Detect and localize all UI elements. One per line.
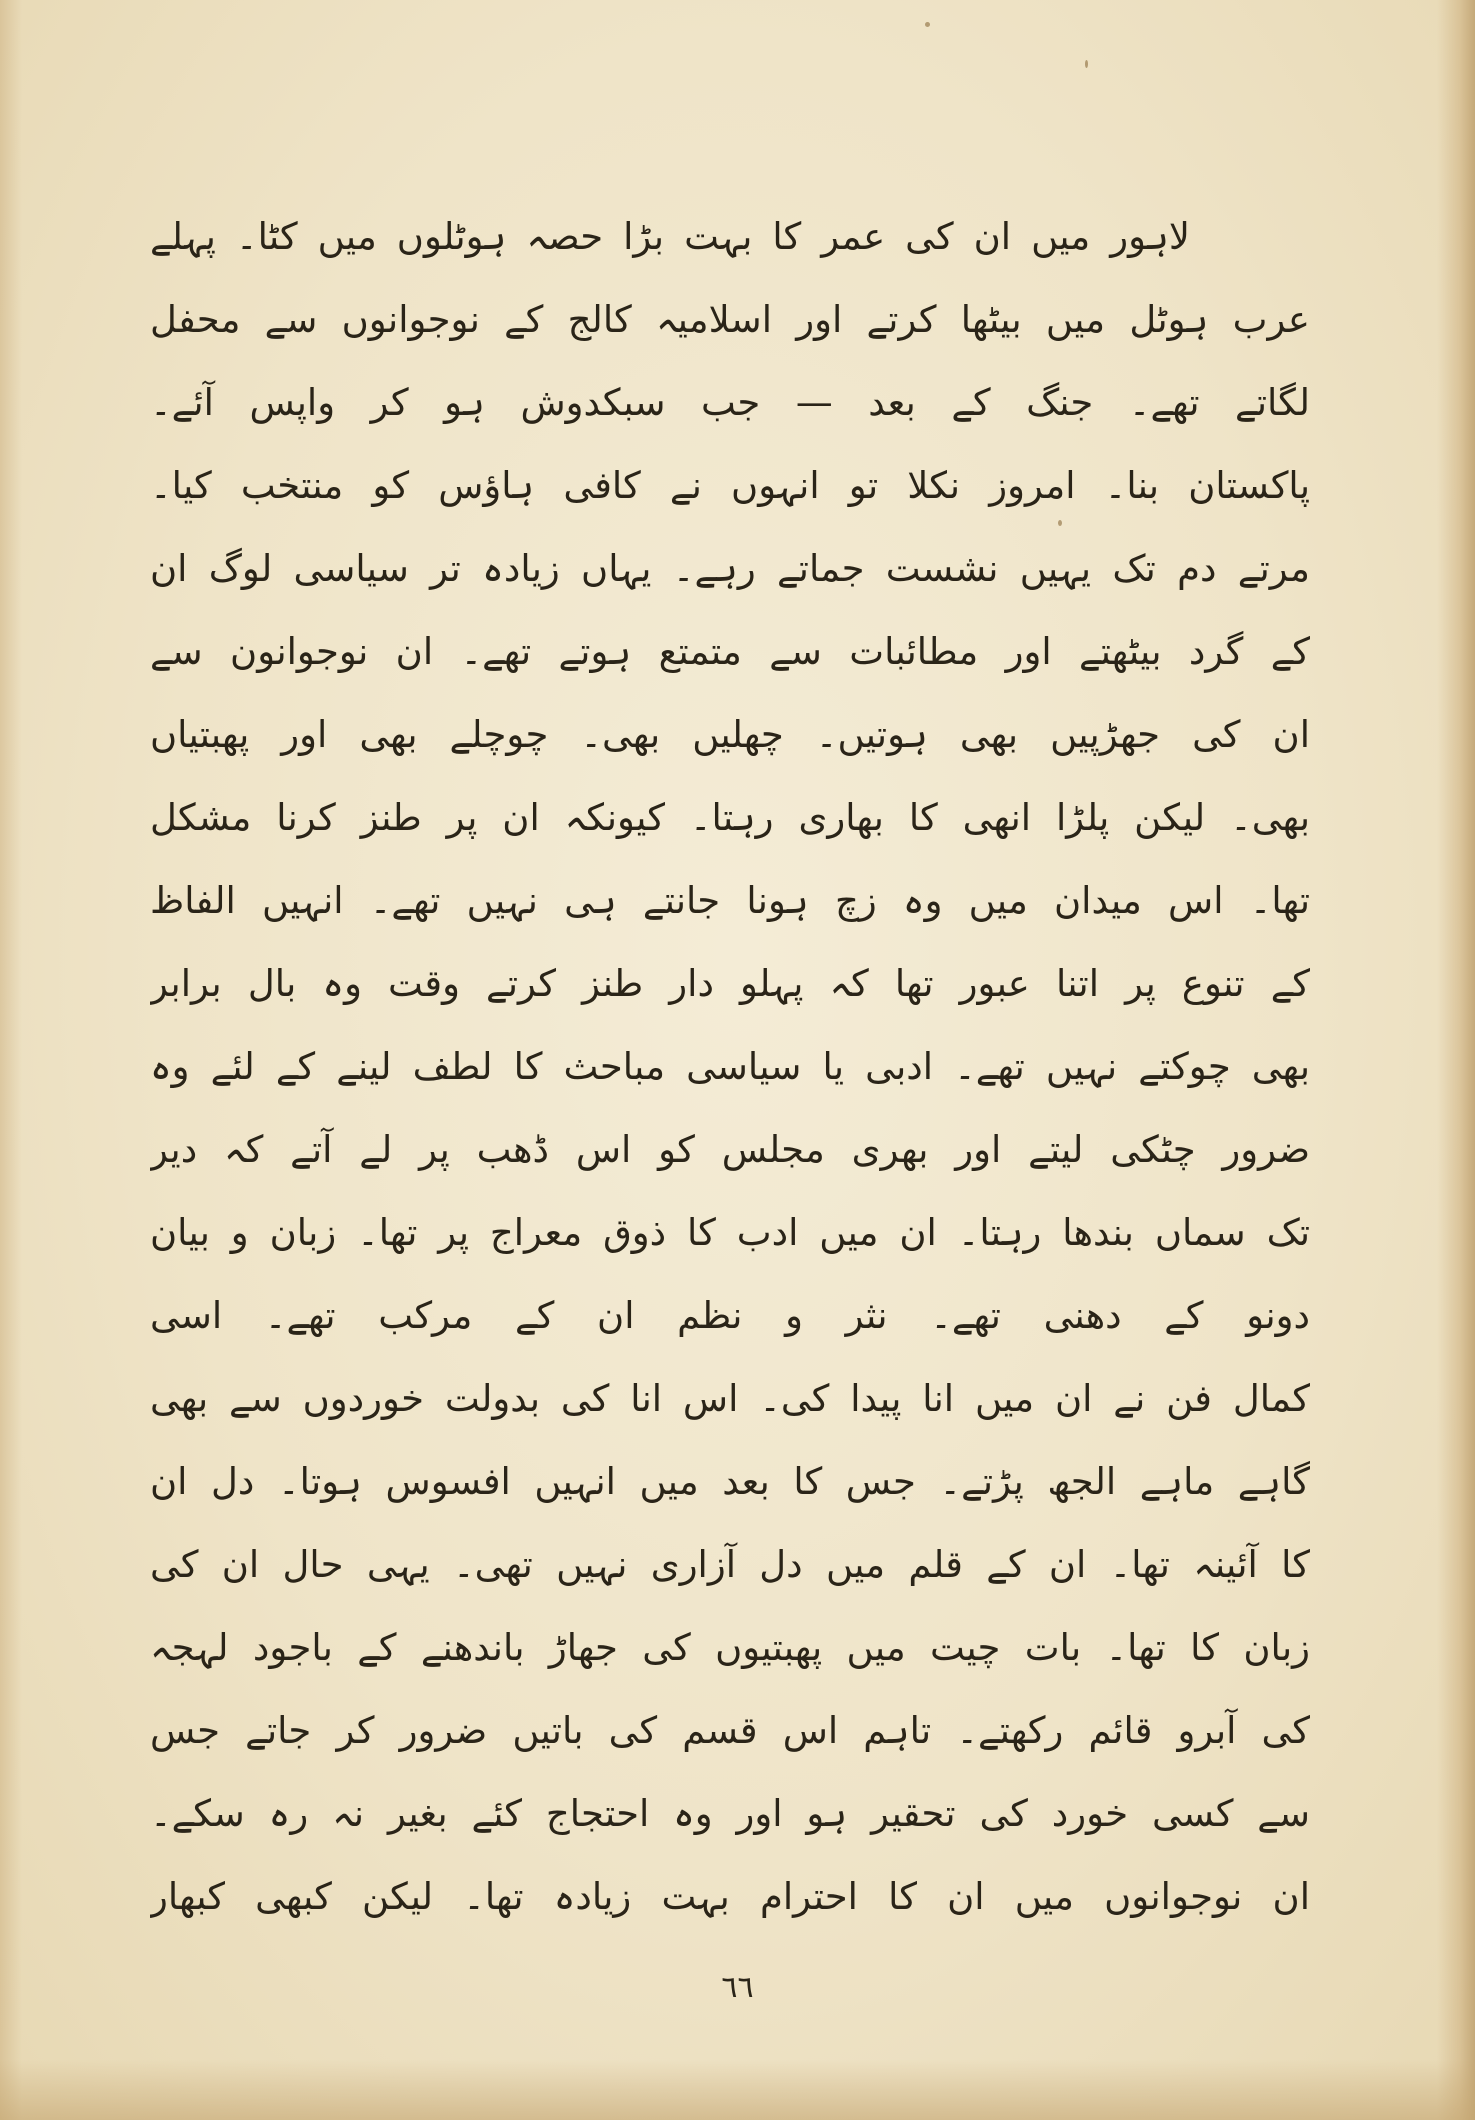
text-line: کے گرد بیٹھتے اور مطائبات سے متمتع ہوتے تھے۔ ان نوجوانون سے bbox=[150, 630, 1310, 673]
ink-speck bbox=[1085, 60, 1088, 68]
text-line: کی آبرو قائم رکھتے۔ تاہم اس قسم کی باتیں ضرور کر جاتے جس bbox=[150, 1709, 1310, 1752]
body-text bbox=[150, 195, 1310, 1938]
text-line: ان نوجوانوں میں ان کا احترام بہت زیادہ تھا۔ لیکن کبھی کبھار bbox=[150, 1875, 1310, 1918]
text-line: لاہور میں ان کی عمر کا بہت بڑا حصہ ہوٹلوں میں کٹا۔ پہلے bbox=[150, 215, 1190, 258]
page-edge-bottom-shading bbox=[0, 2060, 1475, 2120]
page-number: ٦٦ bbox=[721, 1970, 754, 2005]
text-line: تک سماں بندھا رہتا۔ ان میں ادب کا ذوق معراج پر تھا۔ زبان و بیان bbox=[150, 1211, 1310, 1254]
text-line: سے کسی خورد کی تحقیر ہو اور وہ احتجاج کئے بغیر نہ رہ سکے۔ bbox=[150, 1792, 1310, 1835]
text-line: کا آئینہ تھا۔ ان کے قلم میں دل آزاری نہیں تھی۔ یہی حال ان کی bbox=[150, 1543, 1310, 1586]
text-line: مرتے دم تک یہیں نشست جماتے رہے۔ یہاں زیادہ تر سیاسی لوگ ان bbox=[150, 547, 1310, 590]
text-line: لگاتے تھے۔ جنگ کے بعد — جب سبکدوش ہو کر واپس آئے۔ bbox=[150, 381, 1310, 424]
text-line: بھی چوکتے نہیں تھے۔ ادبی یا سیاسی مباحث کا لطف لینے کے لئے وہ bbox=[150, 1045, 1310, 1088]
text-line: دونو کے دھنی تھے۔ نثر و نظم ان کے مرکب تھے۔ اسی bbox=[150, 1294, 1310, 1337]
ink-speck bbox=[925, 22, 930, 27]
text-line: کے تنوع پر اتنا عبور تھا کہ پہلو دار طنز کرتے وقت وہ بال برابر bbox=[150, 962, 1310, 1005]
page-edge-left-shading bbox=[0, 0, 22, 2120]
text-line: پاکستان بنا۔ امروز نکلا تو انہوں نے کافی ہاؤس کو منتخب کیا۔ bbox=[150, 464, 1310, 507]
text-line: تھا۔ اس میدان میں وہ زچ ہونا جانتے ہی نہیں تھے۔ انہیں الفاظ bbox=[150, 879, 1310, 922]
text-line: زبان کا تھا۔ بات چیت میں پھبتیوں کی جھاڑ باندھنے کے باجود لہجہ bbox=[150, 1626, 1310, 1669]
text-line: ان کی جھڑپیں بھی ہوتیں۔ چھلیں بھی۔ چوچلے بھی اور پھبتیاں bbox=[150, 713, 1310, 756]
text-line: کمال فن نے ان میں انا پیدا کی۔ اس انا کی بدولت خوردوں سے بھی bbox=[150, 1377, 1310, 1420]
page-edge-right-shading bbox=[1437, 0, 1475, 2120]
text-line: ضرور چٹکی لیتے اور بھری مجلس کو اس ڈھب پر لے آتے کہ دیر bbox=[150, 1128, 1310, 1171]
text-line: گاہے ماہے الجھ پڑتے۔ جس کا بعد میں انہیں افسوس ہوتا۔ دل ان bbox=[150, 1460, 1310, 1503]
text-line: عرب ہوٹل میں بیٹھا کرتے اور اسلامیہ کالج کے نوجوانوں سے محفل bbox=[150, 298, 1310, 341]
text-line: بھی۔ لیکن پلڑا انھی کا بھاری رہتا۔ کیونکہ ان پر طنز کرنا مشکل bbox=[150, 796, 1310, 839]
